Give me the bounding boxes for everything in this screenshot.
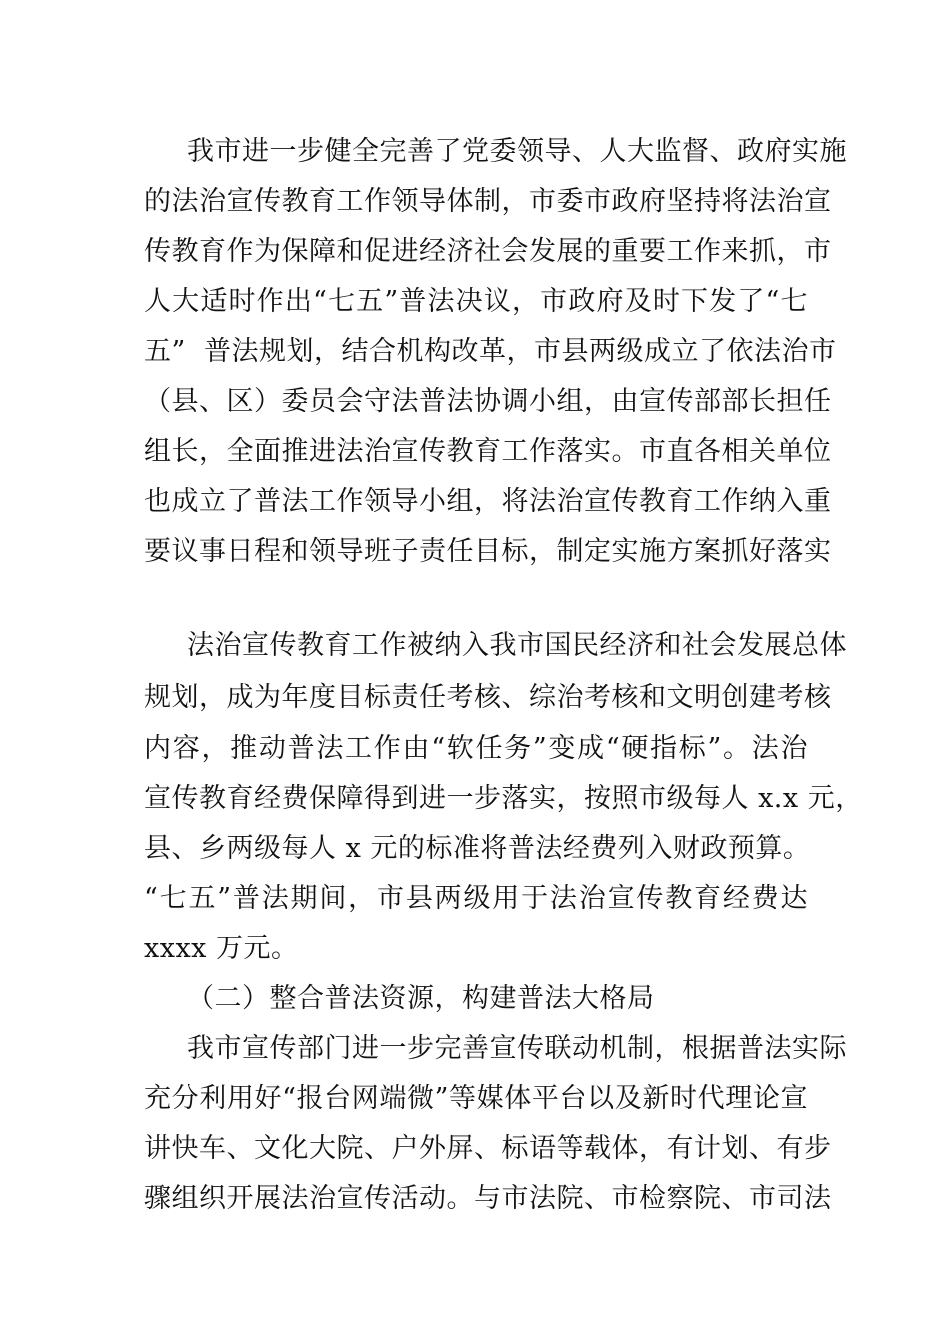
paragraph-2-line-3: 内容，推动普法工作由“软任务”变成“硬指标”。法治 (144, 733, 808, 764)
paragraph-1-line-5: 五” 普法规划，结合机构改革，市县两级成立了依法治市 (144, 336, 837, 367)
paragraph-2-line-6: “七五”普法期间，市县两级用于法治宣传教育经费达 (144, 883, 808, 914)
paragraph-3-line-2: 充分利用好“报台网端微”等媒体平台以及新时代理论宣 (144, 1083, 808, 1114)
paragraph-2-line-7: xxxx 万元。 (144, 933, 299, 964)
paragraph-2-line-2: 规划，成为年度目标责任考核、综治考核和文明创建考核 (144, 682, 832, 713)
paragraph-1-line-9: 要议事日程和领导班子责任目标，制定实施方案抓好落实 (144, 536, 832, 567)
paragraph-1-line-4: 人大适时作出“七五”普法决议，市政府及时下发了“七 (144, 286, 808, 317)
paragraph-1-line-6: （县、区）委员会守法普法协调小组，由宣传部部长担任 (144, 386, 832, 417)
paragraph-1-line-3: 传教育作为保障和促进经济社会发展的重要工作来抓，市 (144, 236, 832, 267)
paragraph-1-line-8: 也成立了普法工作领导小组，将法治宣传教育工作纳入重 (144, 486, 832, 517)
paragraph-1-line-7: 组长，全面推进法治宣传教育工作落实。市直各相关单位 (144, 436, 832, 467)
paragraph-1-line-2: 的法治宣传教育工作领导体制，市委市政府坚持将法治宣 (144, 186, 832, 217)
paragraph-3-line-3: 讲快车、文化大院、户外屏、标语等载体，有计划、有步 (144, 1133, 832, 1164)
paragraph-3-line-4: 骤组织开展法治宣传活动。与市法院、市检察院、市司法 (144, 1183, 832, 1214)
paragraph-3-line-1: 我市宣传部门进一步完善宣传联动机制，根据普法实际 (187, 1033, 847, 1064)
paragraph-2-line-5: 县、乡两级每人 x 元的标准将普法经费列入财政预算。 (144, 833, 811, 864)
paragraph-2-line-4: 宣传教育经费保障得到进一步落实，按照市级每人 x.x 元， (144, 783, 863, 814)
paragraph-2-line-1: 法治宣传教育工作被纳入我市国民经济和社会发展总体 (187, 630, 847, 661)
paragraph-1-line-1: 我市进一步健全完善了党委领导、人大监督、政府实施 (187, 136, 847, 167)
section-heading: （二）整合普法资源，构建普法大格局 (187, 983, 655, 1014)
